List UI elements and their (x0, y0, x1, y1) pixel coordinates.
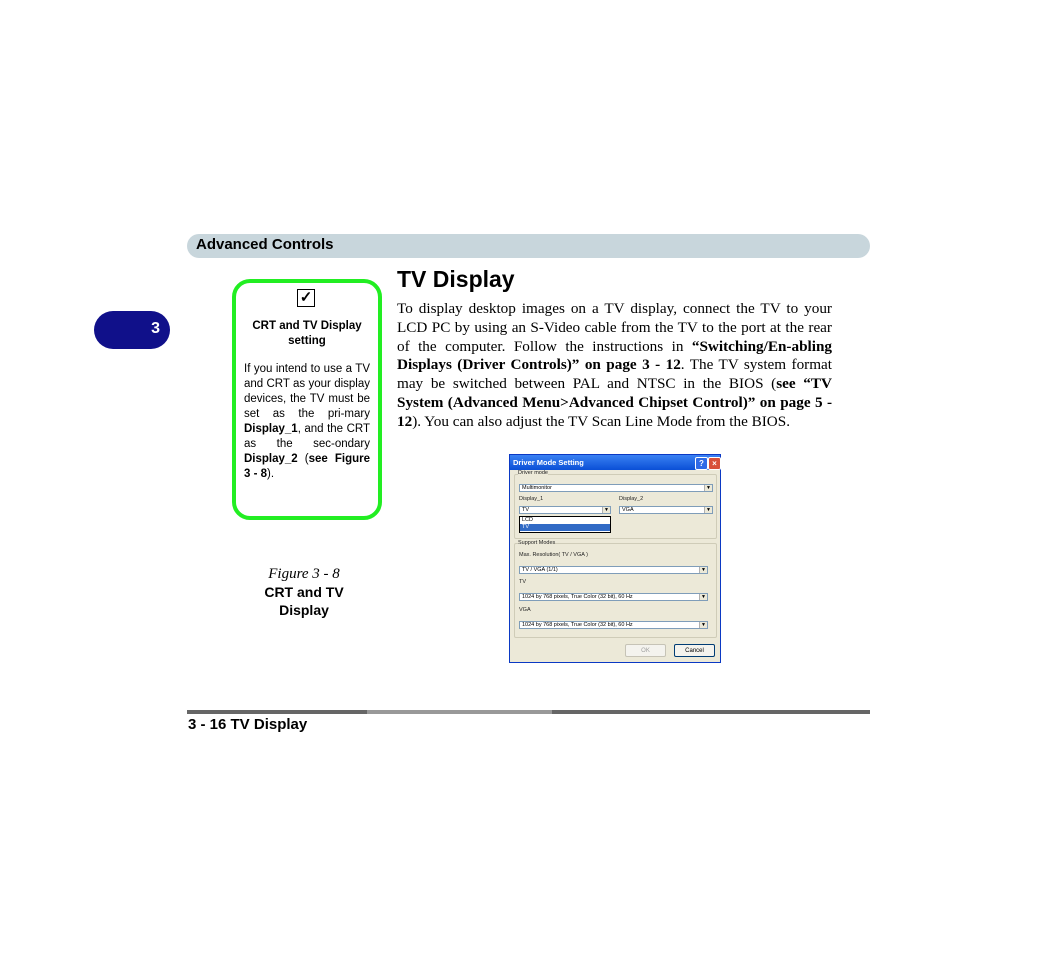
chevron-down-icon[interactable]: ▼ (699, 622, 707, 628)
driver-mode-select[interactable] (519, 484, 713, 492)
dialog-title: Driver Mode Setting (513, 458, 584, 467)
note-box (232, 279, 382, 520)
chevron-down-icon[interactable]: ▼ (602, 507, 610, 513)
header-title: Advanced Controls (196, 236, 334, 253)
dialog-titlebar (510, 455, 720, 470)
display1-label: Display_1 (519, 496, 544, 502)
body-text: To display desktop images on a TV display, connect the TV to your LCD PC by using an S-Video cable from the TV to the port at the rear of the computer. Follow the instructions in (397, 300, 832, 355)
footer-rule (187, 710, 870, 714)
vga-mode-value: 1024 by 768 pixels, True Color (32 bit), 60 Hz (522, 622, 633, 628)
note-text: If you intend to use a TV and CRT as your display devices, the TV must be set as the pri-mary (244, 363, 370, 420)
vga-mode-label: VGA (519, 607, 531, 613)
max-resolution-select[interactable] (519, 566, 708, 574)
chevron-down-icon[interactable]: ▼ (699, 594, 707, 600)
driver-mode-dialog (509, 454, 721, 663)
dropdown-option-tv[interactable]: TV (520, 524, 610, 531)
body-text: ). You can also adjust the TV Scan Line Mode from the BIOS. (412, 412, 791, 430)
chevron-down-icon[interactable]: ▼ (704, 485, 712, 491)
cancel-button[interactable]: Cancel (674, 644, 715, 657)
display1-dropdown-list[interactable] (519, 516, 611, 533)
note-title: CRT and TV Display setting (252, 320, 362, 347)
note-bold-display1: Display_1 (244, 423, 298, 435)
max-resolution-label: Max. Resolution( TV / VGA ) (519, 552, 588, 558)
note-text: ( (297, 453, 309, 465)
chapter-tab[interactable] (94, 311, 170, 349)
body-text: . The TV system format may be switched between PAL and NTSC in the BIOS ( (397, 356, 832, 393)
vga-mode-select[interactable] (519, 621, 708, 629)
display1-select[interactable] (519, 506, 611, 514)
tv-mode-select[interactable] (519, 593, 708, 601)
display2-value: VGA (622, 507, 634, 513)
note-bold-display2: Display_2 (244, 453, 298, 465)
chevron-down-icon[interactable]: ▼ (699, 567, 707, 573)
note-text: , and the CRT as the sec-ondary (244, 423, 370, 450)
driver-mode-label: Driver mode (518, 470, 548, 476)
support-modes-label: Support Modes (518, 540, 556, 546)
note-body (244, 362, 370, 482)
chevron-down-icon[interactable]: ▼ (704, 507, 712, 513)
tv-mode-label: TV (519, 579, 527, 585)
note-figure-ref: see Figure 3 - 8 (244, 453, 370, 480)
body-paragraph (397, 300, 832, 432)
tv-mode-value: 1024 by 768 pixels, True Color (32 bit), 60 Hz (522, 594, 633, 600)
header-bar (187, 234, 870, 258)
section-title: TV Display (397, 266, 515, 292)
close-icon[interactable]: × (708, 457, 721, 470)
driver-mode-value: Multimonitor (522, 485, 552, 491)
help-icon[interactable]: ? (695, 457, 708, 470)
page-footer: 3 - 16 TV Display (188, 716, 308, 733)
display1-value: TV (522, 507, 530, 513)
cross-reference-tv-system[interactable]: see “TV System (Advanced Menu>Advanced Chipset Control)” on page 5 - 12 (397, 375, 833, 430)
dropdown-option-lcd[interactable]: LCD (522, 517, 534, 523)
figure-caption (244, 565, 364, 619)
display2-select[interactable] (619, 506, 713, 514)
figure-title: CRT and TV Display (264, 584, 344, 618)
ok-button[interactable]: OK (625, 644, 666, 657)
max-resolution-value: TV / VGA (1/1) (522, 567, 558, 573)
display2-label: Display_2 (619, 496, 644, 502)
checkbox-icon: ✓ (297, 289, 315, 307)
note-text: ). (267, 468, 275, 480)
footer-rule-highlight (367, 710, 552, 714)
cross-reference-switching[interactable]: “Switching/En-abling Displays (Driver Controls)” on page 3 - 12 (397, 337, 832, 374)
chapter-number: 3 (151, 320, 160, 337)
figure-number: Figure 3 - 8 (268, 566, 340, 582)
